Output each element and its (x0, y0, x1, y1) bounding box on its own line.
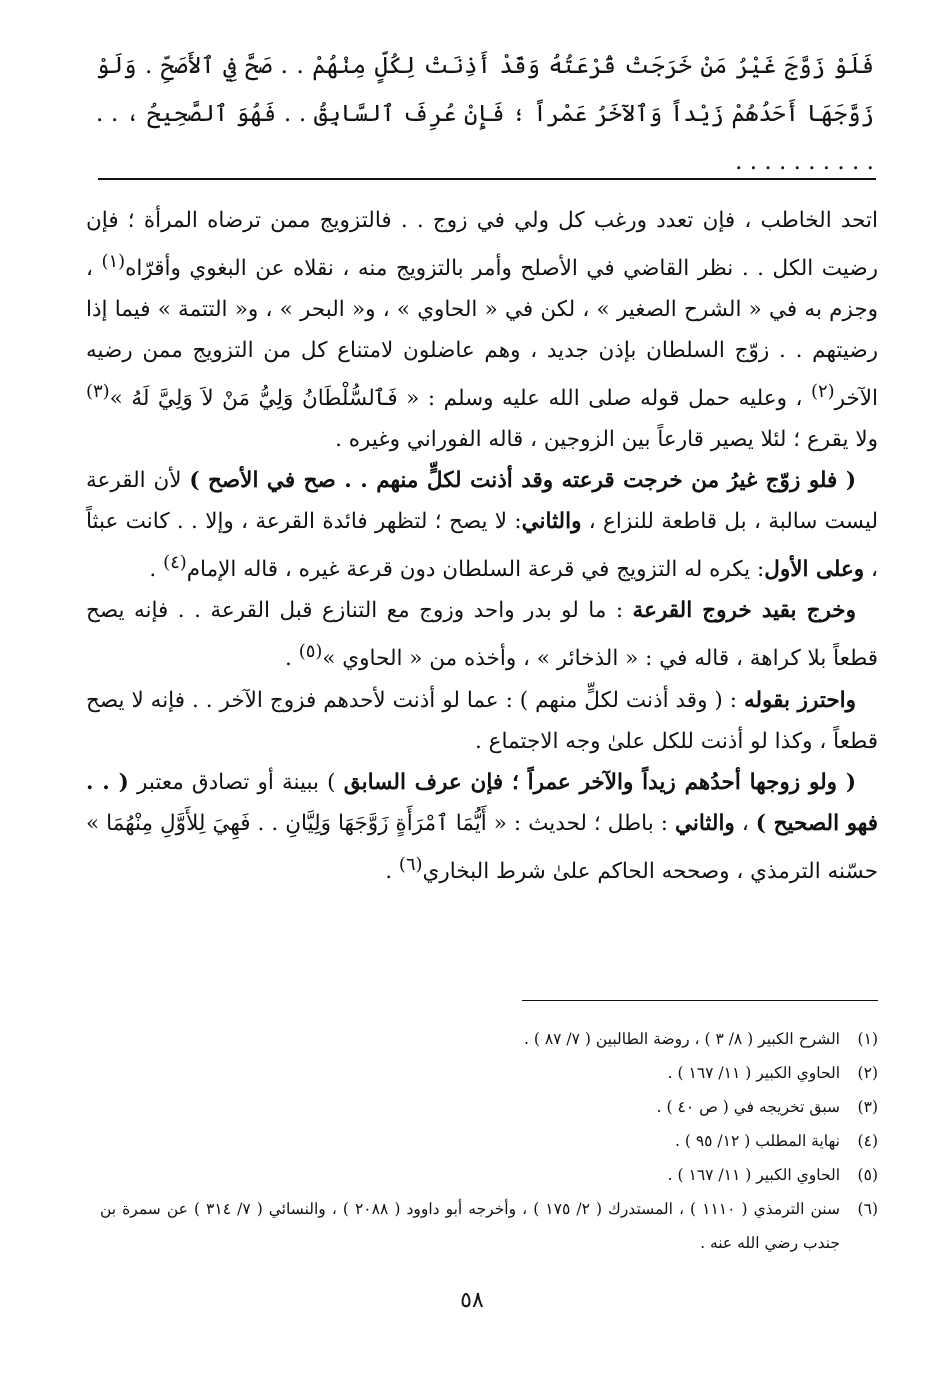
footnote-ref-3[interactable]: (٣) (86, 381, 110, 403)
footnote-ref-2[interactable]: (٢) (810, 381, 835, 403)
matn-line: فَلَوْ زَوَّجَ غَيْرُ مَنْ خَرَجَتْ قُرْعَتُهُ وَقَدْ أَذِنَتْ لِكُلٍّ مِنْهُمْ . . صَحَّ فِي ٱلأَصَحِّ . وَلَوْ زَوَّجَهَا أَحَدُهُمْ زَيْداً وَٱلآخَرُ عَمْراً ؛ فَإِنْ عُرِفَ ٱلسَّابِقُ . . فَهُوَ ٱلصَّحِيحُ ، . . . . . . . . . . . . (96, 53, 874, 175)
page-number: ٥٨ (460, 1288, 484, 1313)
footnote-number: (٣) (857, 1098, 878, 1116)
footnote-1 (100, 1022, 878, 1056)
footnote-text: سنن الترمذي ( ١١١٠ ) ، المستدرك ( ٢/ ١٧٥ ) ، وأخرجه أبو داوود ( ٢٠٨٨ ) ، والنسائي ( ٧/ ٣١٤ ) عن سمرة بن جندب رضي الله عنه . (100, 1200, 840, 1252)
footnote-text: الحاوي الكبير ( ١١/ ١٦٧ ) . (667, 1166, 840, 1184)
footnote-number: (٤) (857, 1132, 878, 1150)
footnotes-divider (522, 1000, 878, 1001)
commentary-paragraph-5: ( ولو زوجها أحدُهم زيداً والآخر عمراً ؛ فإن عرف السابق ) ببينة أو تصادق معتبر ( . . فهو الصحيح ) ، والثاني : باطل ؛ لحديث : « أَيُّمَا ٱمْرَأَةٍ زَوَّجَهَا وَلِيَّانِ . . فَهِيَ لِلأَوَّلِ مِنْهُمَا » حسّنه الترمذي ، وصححه الحاكم علىٰ شرط البخاري$^{(٦)}$ . (86, 769, 878, 884)
footnote-text: نهاية المطلب ( ١٢/ ٩٥ ) . (675, 1132, 840, 1150)
footnote-2 (100, 1056, 878, 1090)
footnote-number: (٥) (857, 1166, 878, 1184)
footnote-number: (١) (857, 1030, 878, 1048)
commentary (86, 200, 878, 892)
commentary-paragraph-3: وخرج بقيد خروج القرعة : ما لو بدر واحد وزوج مع التنازع قبل القرعة . . فإنه يصح قطعاً بلا كراهة ، قاله في : « الذخائر » ، وأخذه من « الحاوي »$^{(٥)}$ . (86, 598, 878, 672)
footnote-text: الحاوي الكبير ( ١١/ ١٦٧ ) . (667, 1064, 840, 1082)
footnote-number: (٦) (857, 1200, 878, 1218)
footnote-number: (٢) (857, 1064, 878, 1082)
commentary-paragraph-1: اتحد الخاطب ، فإن تعدد ورغب كل ولي في زوج . . فالتزويج ممن ترضاه المرأة ؛ فإن رضيت الكل . . نظر القاضي في الأصلح وأمر بالتزويج منه ، نقلاه عن البغوي وأقرّاه$^{(١)}$ ، وجزم به في « الشرح الصغير » ، لكن في « الحاوي » ، و« البحر » ، و« التتمة » فيما إذا رضيتهم . . زوّج السلطان بإذن جديد ، وهم عاضلون لامتناع كل من التزويج ممن رضيه الآخر$^{(٢)}$ ، وعليه حمل قوله صلى الله عليه وسلم : « فَٱلسُّلْطَانُ وَلِيُّ مَنْ لاَ وَلِيَّ لَهُ »$^{(٣)}$ ولا يقرع ؛ لئلا يصير قارعاً بين الزوجين ، قاله الفوراني وغيره . (86, 208, 878, 453)
footnote-ref-6[interactable]: (٦) (398, 853, 423, 875)
footnote-5 (100, 1158, 878, 1192)
footnote-6 (100, 1192, 878, 1260)
matn-text (96, 42, 874, 186)
footnote-ref-5[interactable]: (٥) (298, 641, 323, 663)
top-divider (98, 178, 876, 180)
footnote-ref-4[interactable]: (٤) (163, 552, 187, 574)
commentary-paragraph-2: ( فلو زوّج غيرُ من خرجت قرعته وقد أذنت لكلٍّ منهم . . صح في الأصح ) لأن القرعة ليست سالبة ، بل قاطعة للنزاع ، والثاني: لا يصح ؛ لتظهر فائدة القرعة ، وإلا . . كانت عبثاً ، وعلى الأول: يكره له التزويج في قرعة السلطان دون قرعة غيره ، قاله الإمام$^{(٤)}$ . (86, 468, 878, 583)
footnote-3 (100, 1090, 878, 1124)
footnote-4 (100, 1124, 878, 1158)
commentary-paragraph-4: واحترز بقوله : ( وقد أذنت لكلٍّ منهم ) : عما لو أذنت لأحدهم فزوج الآخر . . فإنه لا يصح قطعاً ، وكذا لو أذنت للكل علىٰ وجه الاجتماع . (86, 687, 878, 754)
footnote-ref-1[interactable]: (١) (101, 251, 126, 272)
footnotes (100, 1022, 878, 1260)
footnote-text: الشرح الكبير ( ٨/ ٣ ) ، روضة الطالبين ( ٧/ ٨٧ ) . (524, 1030, 840, 1048)
footnote-text: سبق تخريجه في ( ص ٤٠ ) . (656, 1098, 840, 1116)
